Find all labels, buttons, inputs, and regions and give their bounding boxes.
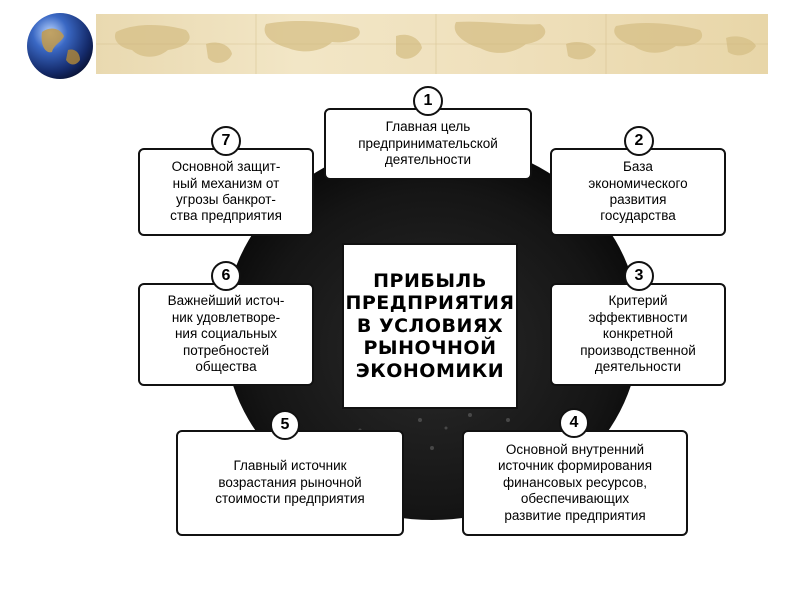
item-number-4: 4 — [559, 408, 589, 438]
item-number-6: 6 — [211, 261, 241, 291]
item-text-1: Главная цель предпринимательской деятельности — [358, 119, 498, 168]
item-box-3 — [550, 283, 726, 386]
item-box-2 — [550, 148, 726, 236]
item-box-1 — [324, 108, 532, 180]
item-text-6: Важнейший источ- ник удовлетворе- ния социальных потребностей общества — [167, 293, 285, 375]
item-number-3: 3 — [624, 261, 654, 291]
item-number-1: 1 — [413, 86, 443, 116]
item-number-7: 7 — [211, 126, 241, 156]
item-number-2: 2 — [624, 126, 654, 156]
item-box-4 — [462, 430, 688, 536]
item-box-5 — [176, 430, 404, 536]
item-number-5: 5 — [270, 410, 300, 440]
center-title: ПРИБЫЛЬ ПРЕДПРИЯТИЯ В УСЛОВИЯХ РЫНОЧНОЙ ЭКОНОМИКИ — [342, 243, 518, 409]
item-box-6 — [138, 283, 314, 386]
item-box-7 — [138, 148, 314, 236]
item-text-4: Основной внутренний источник формирования финансовых ресурсов, обеспечивающих развитие предприятия — [497, 441, 653, 523]
item-text-5: Главный источник возрастания рыночной стоимости предприятия — [215, 458, 365, 507]
item-text-7: Основной защит- ный механизм от угрозы банкрот- ства предприятия — [170, 159, 282, 224]
item-text-2: База экономического развития государства — [588, 159, 688, 224]
item-text-3: Критерий эффективности конкретной производственной деятельности — [580, 293, 696, 375]
